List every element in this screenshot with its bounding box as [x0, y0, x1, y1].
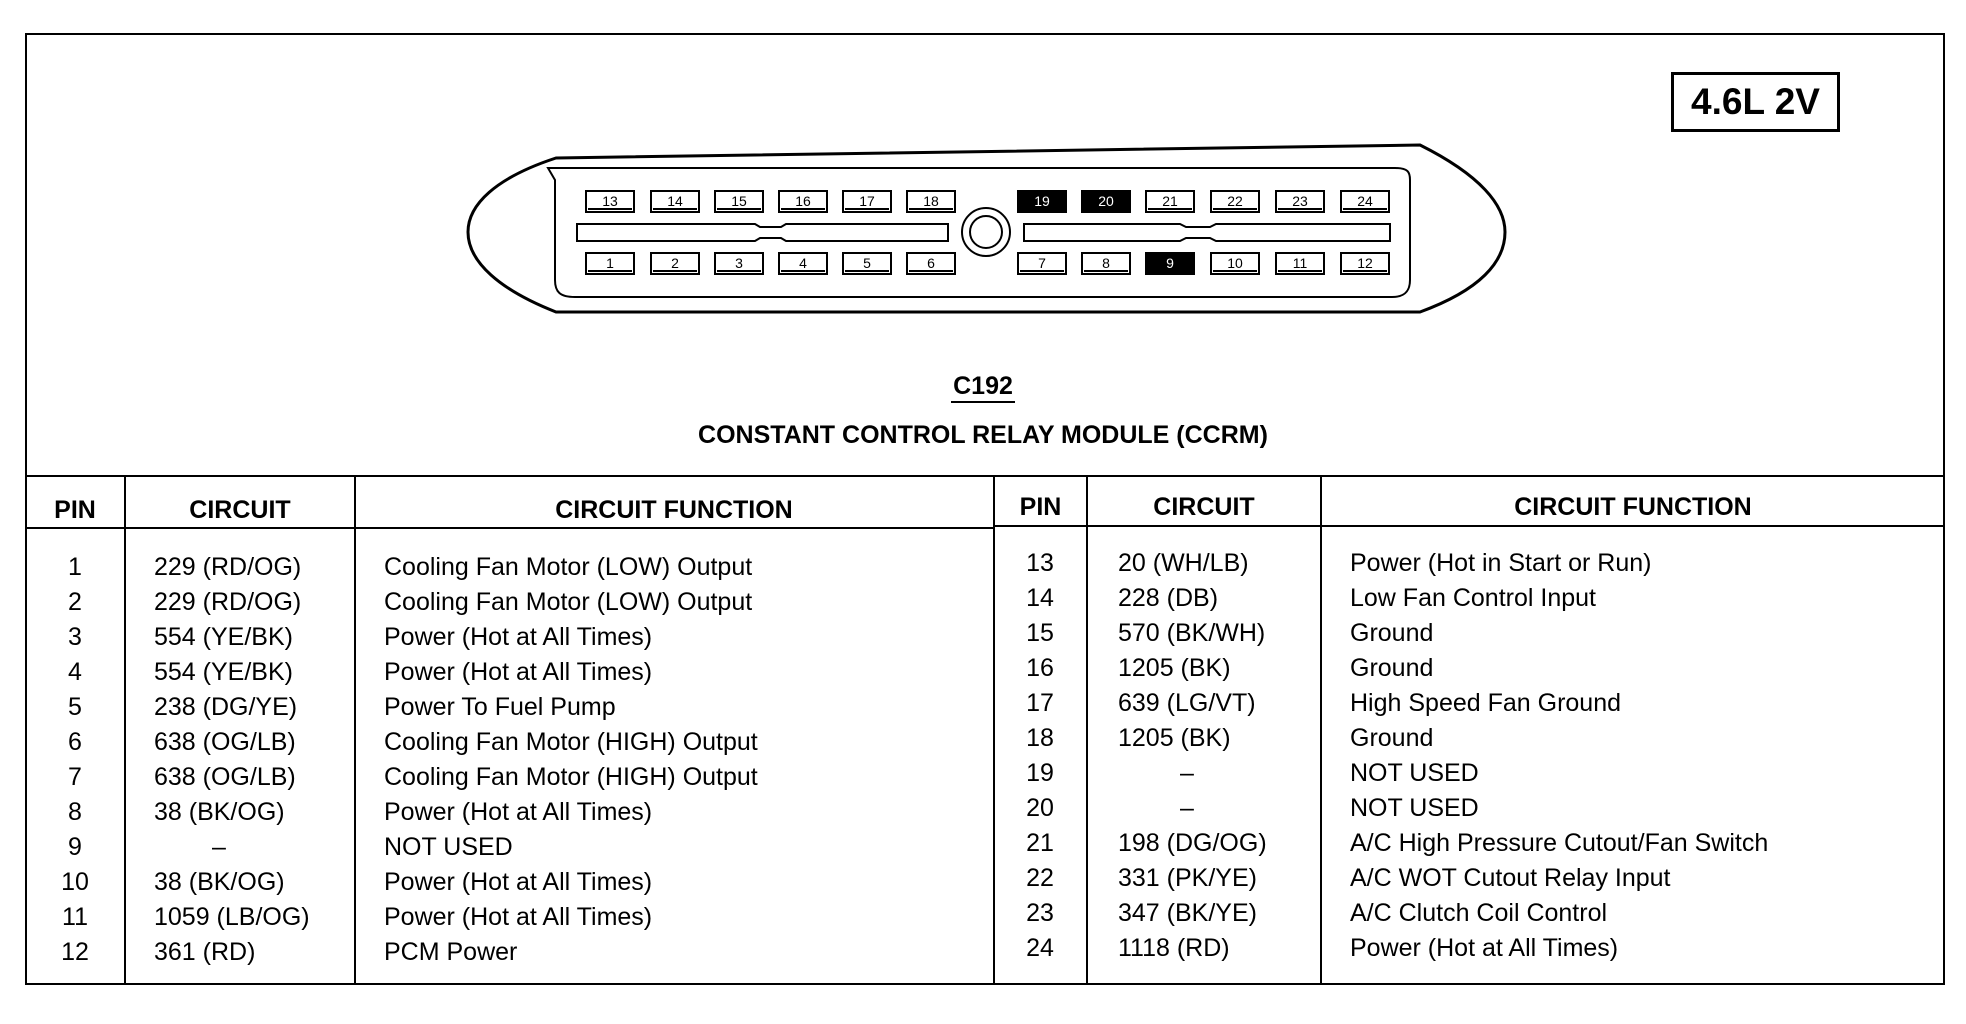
table-row-function: Power (Hot at All Times) [384, 623, 653, 651]
table-row-function: NOT USED [384, 833, 513, 861]
header-pin-left: PIN [54, 496, 96, 524]
table-row-circuit: 554 (YE/BK) [154, 623, 293, 651]
table-row-pin: 9 [68, 833, 82, 861]
pin-number-10: 10 [1227, 255, 1243, 271]
table-row-function: Cooling Fan Motor (LOW) Output [384, 588, 753, 616]
table-row-circuit: 639 (LG/VT) [1118, 689, 1256, 717]
table-row-pin: 14 [1026, 584, 1054, 612]
col-divider-1 [124, 475, 126, 985]
col-divider-4 [1086, 475, 1088, 985]
table-row-function: Cooling Fan Motor (HIGH) Output [384, 728, 758, 756]
table-row-circuit: 347 (BK/YE) [1118, 899, 1257, 927]
connector-id [0, 372, 1966, 401]
table-row-function: A/C Clutch Coil Control [1350, 899, 1608, 927]
table-row-function: Ground [1350, 724, 1434, 752]
pin-number-9: 9 [1166, 255, 1174, 271]
table-row-function: High Speed Fan Ground [1350, 689, 1622, 717]
col-divider-2 [354, 475, 356, 985]
function-column-left [384, 550, 984, 970]
pin-number-11: 11 [1292, 255, 1308, 271]
table-row-circuit: – [1180, 759, 1194, 787]
table-row-pin: 6 [68, 728, 82, 756]
pin-number-21: 21 [1162, 193, 1178, 209]
table-row-circuit: – [1180, 794, 1194, 822]
pin-number-6: 6 [927, 255, 935, 271]
engine-badge: 4.6L 2V [1671, 72, 1840, 132]
table-row-pin: 12 [61, 938, 89, 966]
pin-number-1: 1 [606, 255, 614, 271]
connector-title: CONSTANT CONTROL RELAY MODULE (CCRM) [698, 421, 1268, 449]
pin-number-12: 12 [1357, 255, 1373, 271]
pin-number-14: 14 [667, 193, 683, 209]
table-row-function: Power To Fuel Pump [384, 693, 616, 721]
table-row-function: Ground [1350, 619, 1434, 647]
pin-number-2: 2 [671, 255, 679, 271]
pin-number-20: 20 [1098, 193, 1114, 209]
table-row-pin: 23 [1026, 899, 1054, 927]
table-row-pin: 19 [1026, 759, 1054, 787]
keyway-slot-right [1024, 224, 1390, 241]
table-row-circuit: 361 (RD) [154, 938, 256, 966]
pin-cavity-23 [1276, 191, 1324, 212]
table-row-pin: 1 [68, 553, 82, 581]
table-top-rule [25, 475, 1945, 477]
pin-number-23: 23 [1292, 193, 1308, 209]
pin-cavity-24 [1341, 191, 1389, 212]
table-row-function: A/C High Pressure Cutout/Fan Switch [1350, 829, 1769, 857]
table-row-pin: 20 [1026, 794, 1054, 822]
table-row-function: Power (Hot at All Times) [1350, 934, 1619, 962]
pin-number-19: 19 [1034, 193, 1050, 209]
table-row-pin: 24 [1026, 934, 1054, 962]
table-row-pin: 18 [1026, 724, 1054, 752]
pin-cavity-7 [1018, 253, 1066, 274]
table-row-circuit: 570 (BK/WH) [1118, 619, 1266, 647]
header-circuit-left: CIRCUIT [189, 496, 291, 524]
pin-number-5: 5 [863, 255, 871, 271]
pin-number-15: 15 [731, 193, 747, 209]
table-row-pin: 5 [68, 693, 82, 721]
pin-column-left [40, 550, 110, 970]
header-circuit-right: CIRCUIT [1153, 493, 1255, 521]
table-row-function: Ground [1350, 654, 1434, 682]
header-pin-right: PIN [1019, 493, 1062, 521]
pin-cavity-9 [1146, 253, 1194, 274]
table-row-circuit: 38 (BK/OG) [154, 868, 285, 896]
table-row-circuit: 638 (OG/LB) [154, 728, 296, 756]
col-divider-5 [1320, 475, 1322, 985]
table-row-function: Low Fan Control Input [1350, 584, 1596, 612]
table-row-pin: 11 [62, 903, 88, 931]
pin-cavity-20 [1082, 191, 1130, 212]
table-row-circuit: 229 (RD/OG) [154, 588, 302, 616]
table-row-circuit: 229 (RD/OG) [154, 553, 302, 581]
pin-number-18: 18 [923, 193, 939, 209]
pin-number-17: 17 [859, 193, 875, 209]
pin-cavity-3 [715, 253, 763, 274]
pin-cavity-22 [1211, 191, 1259, 212]
table-row-function: Cooling Fan Motor (HIGH) Output [384, 763, 758, 791]
header-rule-left [25, 527, 995, 529]
table-row-pin: 22 [1026, 864, 1054, 892]
table-row-pin: 7 [68, 763, 82, 791]
pin-cavity-18 [907, 191, 955, 212]
col-divider-3 [993, 475, 995, 985]
pin-number-4: 4 [799, 255, 807, 271]
table-row-function: A/C WOT Cutout Relay Input [1350, 864, 1671, 892]
pin-number-24: 24 [1357, 193, 1373, 209]
table-row-function: Power (Hot at All Times) [384, 903, 653, 931]
pin-cavity-1 [586, 253, 634, 274]
table-row-circuit: 20 (WH/LB) [1118, 549, 1249, 577]
table-row-pin: 8 [68, 798, 82, 826]
table-row-function: PCM Power [384, 938, 518, 966]
pin-cavity-19 [1018, 191, 1066, 212]
pin-number-8: 8 [1102, 255, 1110, 271]
pin-cavity-5 [843, 253, 891, 274]
pin-column-right [1005, 546, 1075, 966]
pin-cavity-14 [651, 191, 699, 212]
pin-cavity-13 [586, 191, 634, 212]
table-row-circuit: 198 (DG/OG) [1118, 829, 1267, 857]
table-row-pin: 3 [68, 623, 82, 651]
pin-number-3: 3 [735, 255, 743, 271]
table-row-circuit: 1205 (BK) [1118, 724, 1231, 752]
table-row-pin: 2 [68, 588, 82, 616]
pin-number-13: 13 [602, 193, 618, 209]
table-row-pin: 10 [61, 868, 89, 896]
table-row-pin: 4 [68, 658, 82, 686]
table-row-pin: 15 [1026, 619, 1054, 647]
pin-cavity-17 [843, 191, 891, 212]
center-screw-inner [970, 216, 1002, 248]
pin-cavity-4 [779, 253, 827, 274]
table-row-function: Power (Hot at All Times) [384, 798, 653, 826]
pin-number-16: 16 [795, 193, 811, 209]
pin-cavity-16 [779, 191, 827, 212]
table-row-circuit: 228 (DB) [1118, 584, 1219, 612]
connector-inner-body [548, 168, 1410, 297]
table-row-circuit: 331 (PK/YE) [1118, 864, 1257, 892]
table-row-function: Cooling Fan Motor (LOW) Output [384, 553, 753, 581]
keyway-slot-left [577, 224, 948, 241]
table-row-pin: 21 [1026, 829, 1054, 857]
pin-number-22: 22 [1227, 193, 1243, 209]
pin-cavity-15 [715, 191, 763, 212]
table-row-pin: 16 [1026, 654, 1054, 682]
table-row-pin: 17 [1026, 689, 1054, 717]
pin-cavity-8 [1082, 253, 1130, 274]
function-column-right [1350, 546, 1940, 966]
table-row-function: Power (Hot in Start or Run) [1350, 549, 1652, 577]
pin-cavity-21 [1146, 191, 1194, 212]
table-row-circuit: 638 (OG/LB) [154, 763, 296, 791]
pin-cavity-2 [651, 253, 699, 274]
table-row-function: Power (Hot at All Times) [384, 658, 653, 686]
table-row-pin: 13 [1026, 549, 1054, 577]
header-function-left: CIRCUIT FUNCTION [555, 496, 793, 524]
pin-cavity-12 [1341, 253, 1389, 274]
connector-id-text: C192 [951, 372, 1015, 403]
pin-cavity-6 [907, 253, 955, 274]
table-row-function: Power (Hot at All Times) [384, 868, 653, 896]
table-row-function: NOT USED [1350, 759, 1479, 787]
table-row-circuit: 1059 (LB/OG) [154, 903, 310, 931]
header-rule-right [995, 525, 1945, 527]
pin-cavity-11 [1276, 253, 1324, 274]
circuit-column-right [1118, 546, 1313, 966]
table-row-circuit: 238 (DG/YE) [154, 693, 298, 721]
table-row-circuit: 1205 (BK) [1118, 654, 1231, 682]
pin-number-7: 7 [1038, 255, 1046, 271]
circuit-column-left [154, 550, 349, 970]
table-row-circuit: 1118 (RD) [1118, 934, 1230, 962]
table-row-circuit: 554 (YE/BK) [154, 658, 293, 686]
pin-cavity-10 [1211, 253, 1259, 274]
table-row-circuit: – [212, 833, 226, 861]
header-function-right: CIRCUIT FUNCTION [1514, 493, 1752, 521]
table-row-function: NOT USED [1350, 794, 1479, 822]
connector-outer-shell [468, 145, 1505, 312]
table-row-circuit: 38 (BK/OG) [154, 798, 285, 826]
